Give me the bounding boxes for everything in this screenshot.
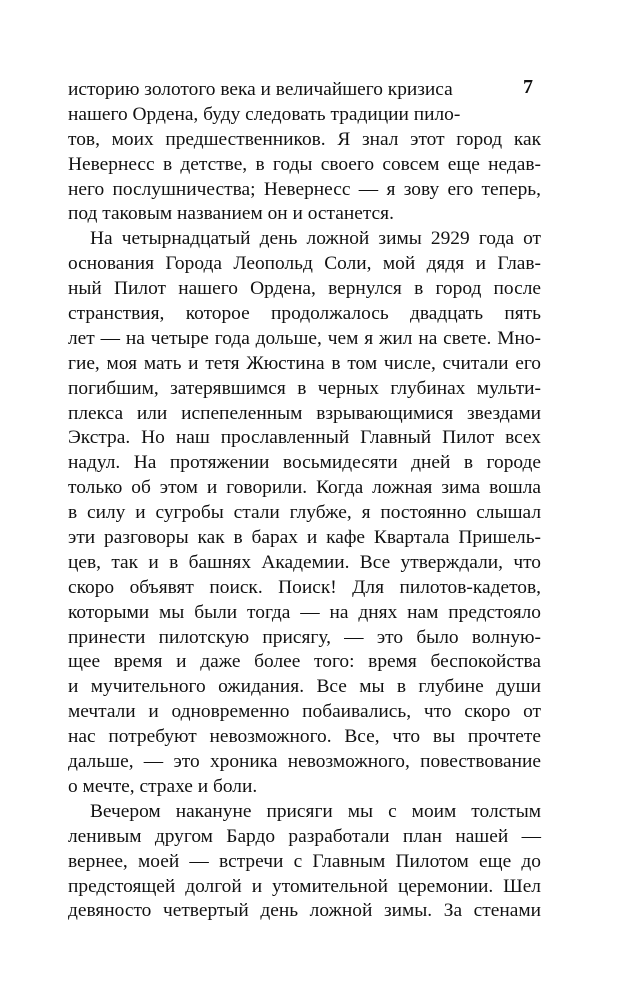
text-line: мечтали и одновременно побаивались, что скоро от <box>68 701 541 723</box>
text-line: историю золотого века и величайшего кризиса <box>68 79 453 100</box>
text-line: и мучительного ожидания. Все мы в глубине души <box>68 676 541 698</box>
text-line: ленивым другом Бардо разработали план нашей — <box>68 825 541 847</box>
text-line: эти разговоры как в барах и кафе Квартала Пришель- <box>68 527 541 549</box>
text-line: тов, моих предшественников. Я знал этот город как <box>68 128 541 150</box>
text-line: цев, так и в башнях Академии. Все утверждали, что <box>68 551 541 573</box>
text-line: основания Города Леопольд Соли, мой дядя и Глав- <box>68 253 541 275</box>
text-line: Экстра. Но наш прославленный Главный Пилот всех <box>68 427 541 449</box>
text-line: гие, моя мать и тетя Жюстина в том числе, считали его <box>68 352 541 374</box>
text-line: плекса или испепеленным взрывающимися звездами <box>68 402 541 424</box>
text-line: принести пилотскую присягу, — это было волную- <box>68 626 541 648</box>
text-line: скоро объявят поиск. Поиск! Для пилотов-кадетов, <box>68 576 541 598</box>
text-line: в силу и сугробы стали глубже, я постоянно слышал <box>68 502 541 524</box>
text-line: только об этом и говорили. Когда ложная зима вошла <box>68 477 541 499</box>
paragraph <box>68 78 541 227</box>
text-line: дальше, — это хроника невозможного, повествование <box>68 751 541 773</box>
page-number: 7 <box>523 76 533 98</box>
paragraph <box>68 800 541 924</box>
text-line: надул. На протяжении восьмидесяти дней в городе <box>68 452 541 474</box>
text-line: ный Пилот нашего Ордена, вернулся в город после <box>68 278 541 300</box>
text-line: погибшим, затерявшимся в черных глубинах мульти- <box>68 377 541 399</box>
text-line: Невернесс в детстве, в годы своего совсем еще недав- <box>68 153 541 175</box>
text-line: щее время и даже более того: время беспокойства <box>68 651 541 673</box>
text-line: него послушничества; Невернесс — я зову его теперь, <box>68 178 541 200</box>
text-line: которыми мы были тогда — на днях нам предстояло <box>68 601 541 623</box>
text-line: странствия, которое продолжалось двадцать пять <box>68 303 541 325</box>
text-line: лет — на четыре года дольше, чем я жил на свете. Мно- <box>68 327 541 349</box>
text-line: под таковым названием он и останется. <box>68 203 394 225</box>
text-line: предстоящей долгой и утомительной церемонии. Шел <box>68 875 541 897</box>
text-line: нас потребуют невозможного. Все, что вы прочтете <box>68 726 541 748</box>
text-line: Вечером накануне присяги мы с моим толстым <box>90 800 541 822</box>
text-line: вернее, моей — встречи с Главным Пилотом еще до <box>68 850 541 872</box>
paragraph <box>68 227 541 799</box>
text-line: о мечте, страхе и боли. <box>68 775 258 797</box>
text-line: нашего Ордена, буду следовать традиции пило- <box>68 103 461 125</box>
body-text <box>68 78 541 924</box>
text-line: девяносто четвертый день ложной зимы. За стенами <box>68 900 541 922</box>
text-line: На четырнадцатый день ложной зимы 2929 года от <box>90 228 541 250</box>
